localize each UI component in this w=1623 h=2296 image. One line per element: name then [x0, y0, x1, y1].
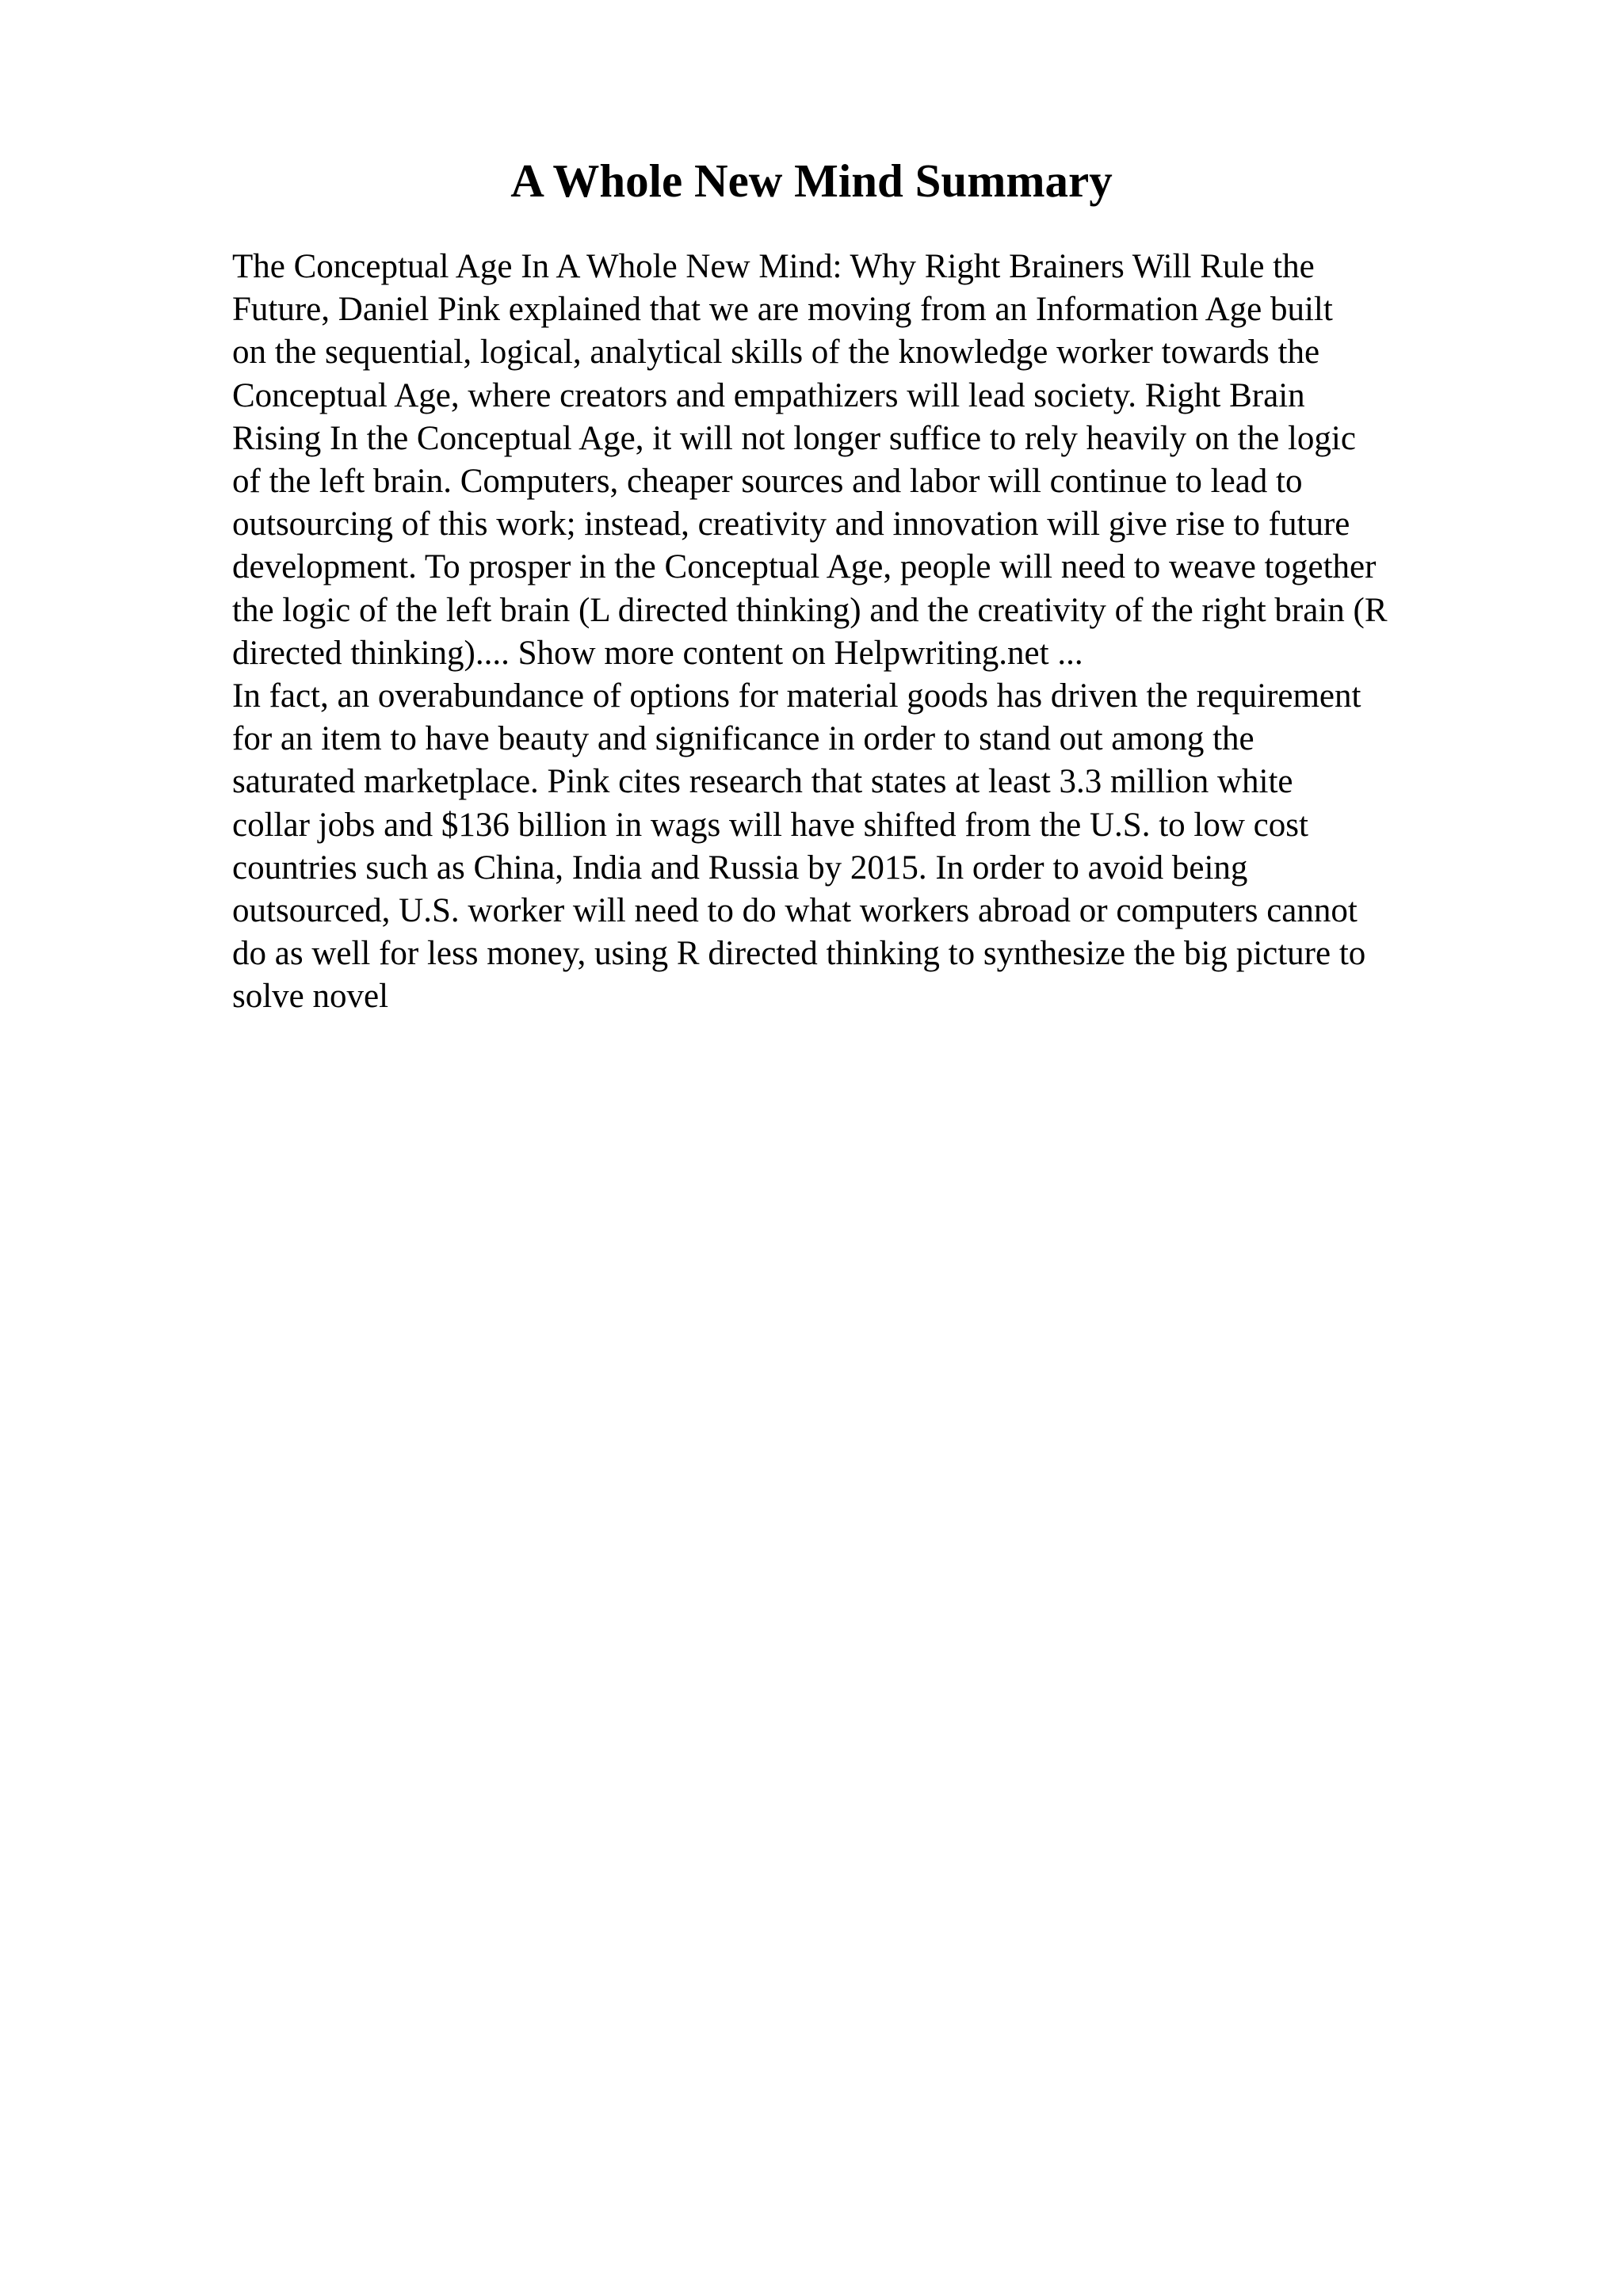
text-line: saturated marketplace. Pink cites research that states at least 3.3 million white [232, 763, 1293, 801]
text-line: development. To prosper in the Conceptual Age, people will need to weave together [232, 548, 1377, 586]
body-text [232, 246, 1492, 1019]
text-line: Future, Daniel Pink explained that we are moving from an Information Age built [232, 291, 1333, 329]
text-line: Rising In the Conceptual Age, it will not longer suffice to rely heavily on the logic [232, 419, 1356, 457]
text-line: the logic of the left brain (L directed thinking) and the creativity of the right brain (R [232, 591, 1388, 629]
text-line: of the left brain. Computers, cheaper sources and labor will continue to lead to [232, 463, 1303, 501]
text-line: solve novel [232, 978, 389, 1016]
text-line: collar jobs and $136 billion in wags will have shifted from the U.S. to low cost [232, 806, 1308, 844]
text-line: In fact, an overabundance of options for material goods has driven the requirement [232, 677, 1361, 715]
text-line: directed thinking).... Show more content on Helpwriting.net ... [232, 634, 1083, 672]
page-title: A Whole New Mind Summary [510, 154, 1113, 207]
text-line: for an item to have beauty and significance in order to stand out among the [232, 720, 1254, 758]
text-line: countries such as China, India and Russia by 2015. In order to avoid being [232, 849, 1248, 887]
text-line: outsourcing of this work; instead, creativity and innovation will give rise to future [232, 505, 1350, 543]
text-line: The Conceptual Age In A Whole New Mind: Why Right Brainers Will Rule the [232, 248, 1315, 285]
text-line: on the sequential, logical, analytical skills of the knowledge worker towards the [232, 334, 1320, 372]
text-line: outsourced, U.S. worker will need to do what workers abroad or computers cannot [232, 892, 1358, 930]
text-line: Conceptual Age, where creators and empathizers will lead society. Right Brain [232, 376, 1305, 414]
text-line: do as well for less money, using R directed thinking to synthesize the big picture to [232, 935, 1366, 973]
